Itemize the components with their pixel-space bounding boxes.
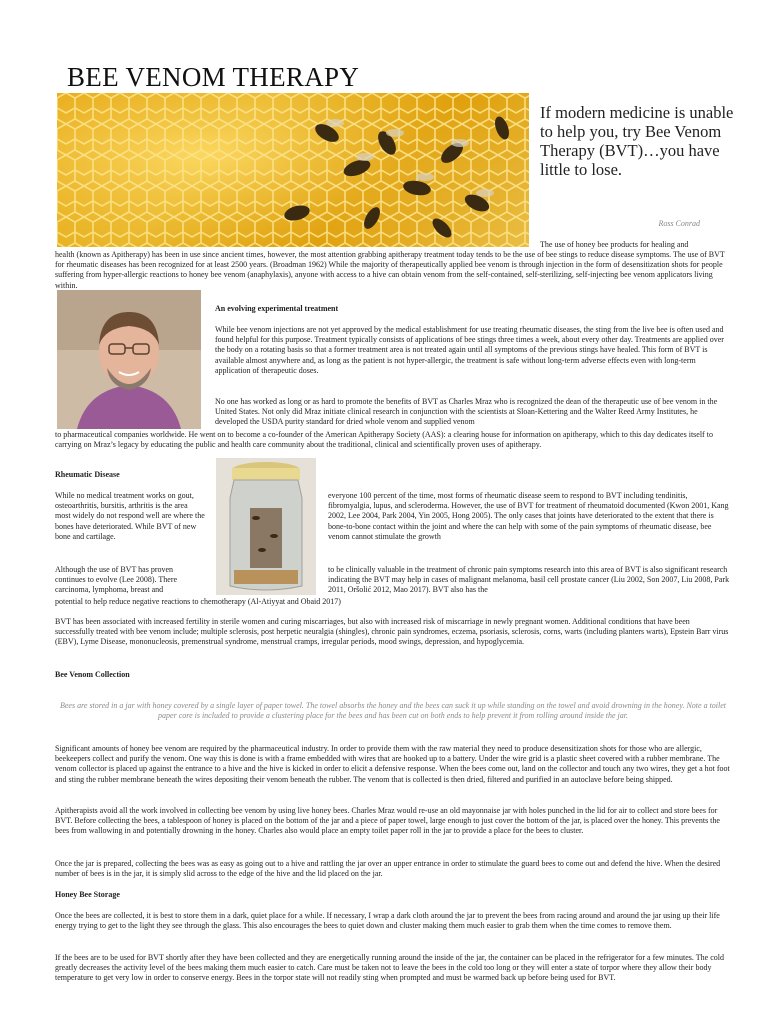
collection-paragraph-1: Significant amounts of honey bee venom are required by the pharmaceutical industry. In order to provide them with the raw material they need to produce desensitization shots for those who are allergic, beekeepers collect and purify the venom. One way this is done is with a frame embedded with wires that are hooked up to a battery. Under the wire grid is a plastic sheet covered with a rubber membrane. The venom collector is placed up against the entrance to a hive and the hive is kicked in order to elicit a defensive response. When the bees come out, land on the collector and touch any two wires, they get a hot foot and sting the rubber membrane beneath the wires depositing their venom beneath the rubber. The venom that is collected is then dried, filtered and purified in an autoclave before being shipped.	[55, 744, 730, 784]
section1-paragraph-2: No one has worked as long or as hard to promote the benefits of BVT as Charles Mraz who is recognized the dean of the therapeutic use of bee venom in the United States. Not only did Mraz initiate clinical research in conjunction with the scientists at Sloan-Kettering and the Walter Reed Army Institutes, he developed the USDA purity standard for dried whole venom and supplied venom	[215, 397, 718, 427]
honeycomb-illustration	[57, 93, 529, 247]
section1-paragraph-2-continued: to pharmaceutical companies worldwide. He went on to become a co-founder of the American Apitherapy Society (AAS): a clearing house for information on apitherapy, which to this day dedicates itself to carrying on Mraz’s legacy by educating the public and health care community about the traditional, clinical and scientifically proven uses of apitherapy.	[55, 430, 713, 450]
intro-lead-text: The use of honey bee products for healing and	[540, 240, 689, 249]
rheumatic-left-column-2: Although the use of BVT has proven continues to evolve (Lee 2008). There carcinoma, lymphoma, breast and	[55, 565, 178, 595]
honeycomb-bees-image	[57, 93, 529, 247]
jar-photo-caption: Bees are stored in a jar with honey covered by a single layer of paper towel. The towel absorbs the honey and the bees can suck it up while standing on the towel and avoid drowning in the honey. Note a toilet paper core is included to provide a clustering place for the bees and has been cut on both ends to help prevent it from rolling around inside the jar.	[59, 701, 727, 721]
section-heading-rheumatic: Rheumatic Disease	[55, 470, 120, 479]
storage-paragraph-2: If the bees are to be used for BVT shortly after they have been collected and they are energetically running around the inside of the jar, the container can be placed in the refrigerator for a few minutes. The cold greatly decreases the activity level of the bees making them much easier to catch. Care must be taken not to leave the bees in the cold too long or they will enter a state of torpor where they allow their body temperature to get very low in order to conserve energy. Bees in the torpor state will not readily sting when prompted and must be warmed back up before being used for BVT.	[55, 953, 724, 983]
section-heading-storage: Honey Bee Storage	[55, 890, 120, 899]
section-heading-collection: Bee Venom Collection	[55, 670, 130, 679]
collection-paragraph-2: Apitherapists avoid all the work involved in collecting bee venom by using live honey bees. Charles Mraz would re-use an old mayonnaise jar with holes punched in the lid for air to collect and store bees for BVT. Before collecting the bees, a tablespoon of honey is placed on the bottom of the jar and a piece of paper towel, large enough to just cover the bottom of the jar, is placed over the honey. This prevents the bees from wallowing in and potentially drowning in the honey. Charles also would place an empty toilet paper roll in the jar to provide a place for the bees to cluster.	[55, 806, 720, 836]
portrait-illustration	[57, 290, 201, 429]
collection-paragraph-3: Once the jar is prepared, collecting the bees was as easy as going out to a hive and rattling the jar over an upper entrance in order to stimulate the guard bees to come out and defend the hive. When the desired number of bees is in the jar, it is simply slid across to the edge of the hive and the lid placed on the jar.	[55, 859, 721, 879]
section1-paragraph-1: While bee venom injections are not yet approved by the medical establishment for use treating rheumatic diseases, the sting from the live bee is often used and found helpful for this purpose. Treatment typically consists of applications of bee stings three times a week, about every other day. Treatments are applied over the body on a rotating basis so that a former treatment area is not treated again until all symptoms of the previous stings have healed. This form of BVT is available almost anywhere and, as long as the patient is not hyper-allergic, the treatment is safe without long-term adverse effects even with long-term application of therapeutic doses.	[215, 325, 724, 375]
section-heading-evolving: An evolving experimental treatment	[215, 304, 339, 313]
author-byline: Ross Conrad	[658, 219, 700, 228]
charles-mraz-portrait	[57, 290, 201, 429]
rheumatic-right-column-1: everyone 100 percent of the time, most forms of rheumatic disease seem to respond to BVT including tendinitis, fibromyalgia, lupus, and scleroderma. However, the use of BVT for treatment of rheumatoid documented (Kwon 2001, Kang 2002, Lee 2004, Park 2004, Yin 2005, Hong 2005). The only cases that joints have deteriorated to the extent that there is bone-to-bone contact within the joint and where the can help with some of the pain symptoms of rheumatic disease, bee venom cannot stimulate the growth	[328, 491, 729, 541]
jar-illustration	[216, 458, 316, 595]
storage-paragraph-1: Once the bees are collected, it is best to store them in a dark, quiet place for a while. If necessary, I wrap a dark cloth around the jar to prevent the bees from racing around and around the jar using up their life energy trying to get to the light they see through the glass. This also encourages the bees to quiet down and cluster making them much easier to grab them when the time comes to remove them.	[55, 911, 720, 931]
pull-quote: If modern medicine is unable to help you, try Bee Venom Therapy (BVT)…you have little to lose.	[540, 103, 734, 179]
rheumatic-right-column-2: to be clinically valuable in the treatment of chronic pain symptoms research into this area of BVT is also significant research indicating the BVT may help in cases of malignant melanoma, basil cell prostate cancer (Liu 2002, Son 2007, Liu 2008, Park 2011, Oršolić 2012, Mao 2017). BVT also has the	[328, 565, 730, 595]
page-title: BEE VENOM THERAPY	[67, 62, 360, 92]
bee-jar-photo	[216, 458, 316, 595]
rheumatic-paragraph-3: BVT has been associated with increased fertility in sterile women and curing miscarriages, but also with increased risk of miscarriage in newly pregnant women. Additional conditions that have been successfully treated with bee venom include; multiple sclerosis, post herpetic neuralgia (shingles), chronic pain syndromes, eczema, psoriasis, sclerosis, corns, warts (including planters warts), Epstein Barr virus (EBV), Lyme Disease, mononucleosis, premenstrual syndrome, menstrual cramps, irregular periods, mood swings, depression, and hypoglycemia.	[55, 617, 729, 647]
rheumatic-paragraph-2-continued: potential to help reduce negative reactions to chemotherapy (Al-Atiyyat and Obaid 2017)	[55, 597, 341, 606]
intro-paragraph: health (known as Apitherapy) has been in use since ancient times, however, the most attention grabbing apitherapy treatment today tends to be the use of bee stings to reduce disease symptoms. The use of BVT for rheumatic diseases has been recognized for at least 2500 years. (Broadman 1962) While the majority of therapeutically applied bee venom is through injection in the form of desensitization shots for people suffering from hyper-allergic reactions to honey bee venom (anaphylaxis), anyone with access to a hive can obtain venom from the self-contained, self-sterilizing, self-injecting bee venom applicators living within.	[55, 250, 725, 290]
rheumatic-left-column-1: While no medical treatment works on gout, osteoarthritis, bursitis, arthritis is the area most widely do not respond well are where the bones have deteriorated. While BVT of new bone and cartilage.	[55, 491, 205, 541]
